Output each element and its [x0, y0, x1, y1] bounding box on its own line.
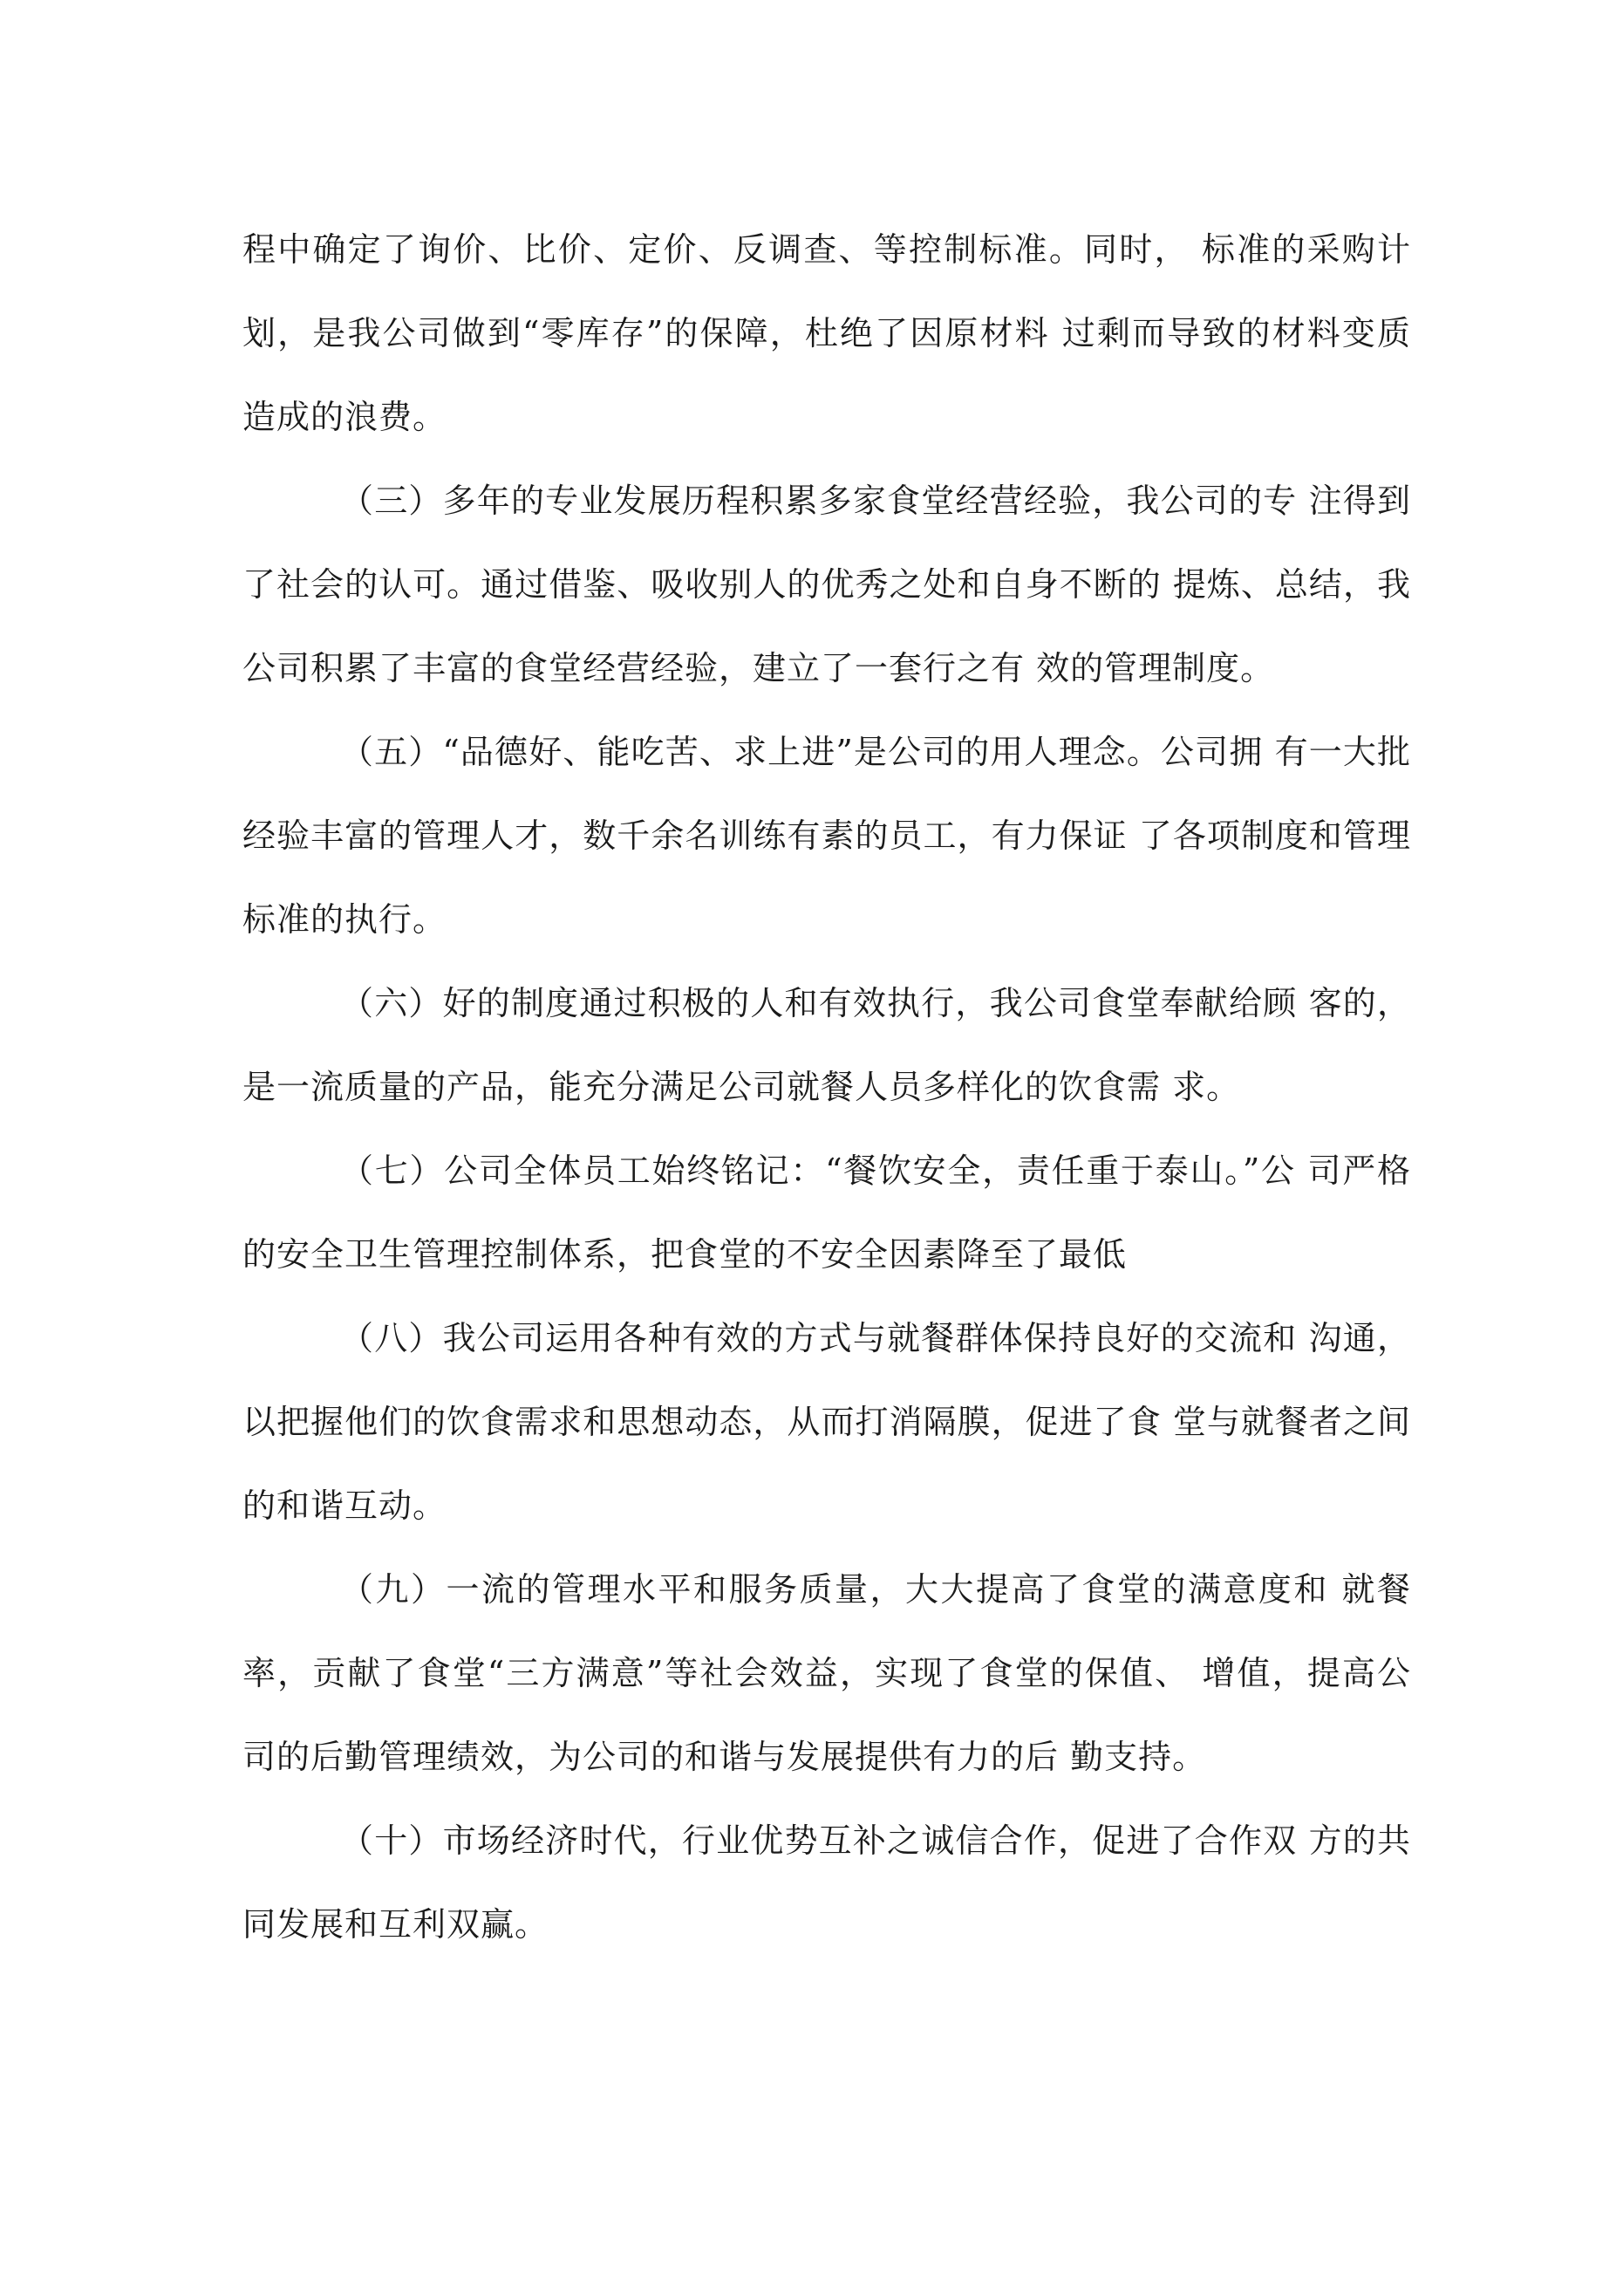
document-body: [242, 208, 1411, 1966]
paragraph-ten: （十）市场经济时代，行业优势互补之诚信合作，促进了合作双 方的共同发展和互利双赢。: [242, 1821, 1411, 1944]
paragraph-five: （五）“品德好、能吃苦、求上进”是公司的用人理念。公司拥 有一大批经验丰富的管理人才，数千余名训练有素的员工，有力保证 了各项制度和管理标准的执行。: [242, 733, 1411, 939]
paragraph-three: （三）多年的专业发展历程积累多家食堂经营经验，我公司的专 注得到了社会的认可。通过借鉴、吸收别人的优秀之处和自身不断的 提炼、总结，我公司积累了丰富的食堂经营经验，建立了一套行之有 效的管理制度。: [242, 482, 1411, 687]
paragraph-six: （六）好的制度通过积极的人和有效执行，我公司食堂奉献给顾 客的，是一流质量的产品，能充分满足公司就餐人员多样化的饮食需 求。: [242, 984, 1411, 1106]
paragraph-eight: （八）我公司运用各种有效的方式与就餐群体保持良好的交流和 沟通，以把握他们的饮食需求和思想动态，从而打消隔膜，促进了食 堂与就餐者之间的和谐互动。: [242, 1319, 1411, 1525]
paragraph-nine: （九）一流的管理水平和服务质量，大大提高了食堂的满意度和 就餐率，贡献了食堂“三方满意”等社会效益，实现了食堂的保值、 增值，提高公司的后勤管理绩效，为公司的和谐与发展提供有力的后 勤支持。: [242, 1570, 1411, 1776]
paragraph-seven: （七）公司全体员工始终铭记：“餐饮安全，责任重于泰山。”公 司严格的安全卫生管理控制体系，把食堂的不安全因素降至了最低: [242, 1151, 1411, 1274]
paragraph-continuation: 程中确定了询价、比价、定价、反调查、等控制标准。同时， 标准的采购计划，是我公司做到“零库存”的保障，杜绝了因原材料 过剩而导致的材料变质造成的浪费。: [242, 230, 1411, 436]
